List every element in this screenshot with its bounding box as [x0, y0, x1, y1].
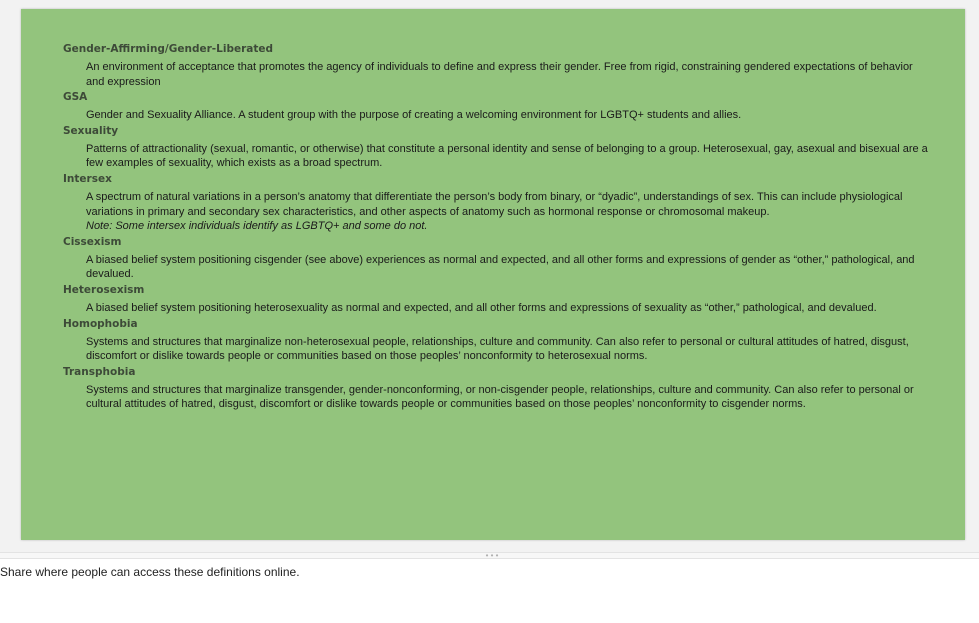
definition-text: A spectrum of natural variations in a person’s anatomy that differentiate the person’s body from binary, or “dyadic”, understandings of sex. This can include physiological variations in primary and secondary sex characteristics, and other aspects of anatomy such as hormonal response or chromosomal makeup. [86, 190, 903, 218]
term-definition: Patterns of attractionality (sexual, romantic, or otherwise) that constitute a personal identity and sense of belonging to a group. Heterosexual, gay, asexual and bisexual are a few examples of sexuality, which exists as a broad spectrum. [86, 142, 928, 170]
term-definition: Systems and structures that marginalize non-heterosexual people, relationships, culture and community. Can also refer to personal or cultural attitudes of hatred, disgust, discomfort or dislike towards people or communities based on those peoples’ nonconformity to heterosexual norms. [86, 335, 909, 363]
term-heading: Cissexism [63, 235, 122, 248]
definition-note: Note: Some intersex individuals identify as LGBTQ+ and some do not. [86, 220, 428, 233]
term-heading: Intersex [63, 172, 112, 185]
term-definition: A biased belief system positioning cisgender (see above) experiences as normal and expected, and all other forms and expressions of gender as “other,” pathological, and devalued. [86, 253, 915, 281]
glossary-entry-gender-affirming [63, 42, 933, 89]
glossary-entry-transphobia [63, 365, 933, 412]
term-heading: Homophobia [63, 317, 138, 330]
glossary-entry-homophobia [63, 317, 933, 364]
term-definition: Gender and Sexuality Alliance. A student group with the purpose of creating a welcoming environment for LGBTQ+ students and allies. [86, 109, 742, 122]
glossary-entry-gsa [63, 90, 933, 123]
speaker-notes-text: Share where people can access these definitions online. [0, 565, 300, 579]
slide[interactable] [21, 9, 965, 540]
term-heading: Transphobia [63, 365, 136, 378]
term-heading: GSA [63, 91, 88, 104]
slide-text-box[interactable] [63, 42, 933, 413]
glossary-entry-sexuality [63, 124, 933, 171]
glossary-entry-intersex [63, 172, 933, 234]
term-definition: Systems and structures that marginalize transgender, gender-nonconforming, or non-cisgender people, relationships, culture and community. Can also refer to personal or cultural attitudes of hatred, disgust, discomfort or dislike towards people or communities based on those peoples’ nonconformity to cisgender norms. [86, 383, 914, 411]
glossary-entry-heterosexism [63, 283, 933, 316]
term-heading: Sexuality [63, 124, 119, 137]
speaker-notes-area[interactable] [0, 565, 979, 579]
term-heading: Gender-Affirming/Gender-Liberated [63, 43, 274, 55]
term-definition [86, 190, 933, 234]
term-definition: A biased belief system positioning heterosexuality as normal and expected, and all other forms and expressions of sexuality as “other,” pathological, and devalued. [86, 301, 877, 314]
drag-handle-icon[interactable]: • • • [485, 551, 499, 560]
term-definition: An environment of acceptance that promotes the agency of individuals to define and express their gender. Free from rigid, constraining gendered expectations of behavior and expression [86, 61, 913, 88]
notes-resize-divider[interactable] [0, 552, 979, 559]
glossary-entry-cissexism [63, 235, 933, 282]
term-heading: Heterosexism [63, 283, 145, 296]
